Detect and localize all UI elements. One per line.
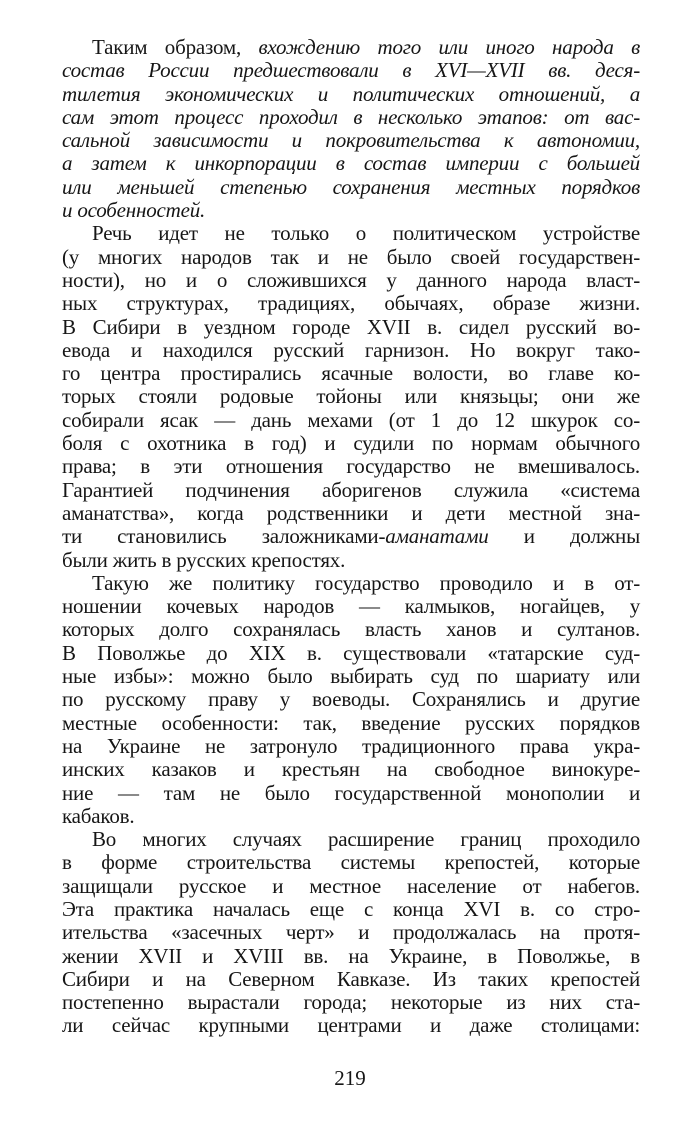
text-line xyxy=(62,549,640,572)
italic-run: а затем к инкорпорации в состав империи с большей xyxy=(62,151,640,176)
text-run: (у многих народов так и не было своей государствен- xyxy=(62,244,640,269)
text-line xyxy=(62,688,640,711)
text-line xyxy=(62,59,640,82)
body-text xyxy=(62,36,640,1038)
text-line xyxy=(62,828,640,851)
text-line xyxy=(62,782,640,805)
text-line xyxy=(62,735,640,758)
text-line xyxy=(62,246,640,269)
text-run: Таким образом, xyxy=(92,35,259,59)
text-run: ношении кочевых народов — калмыков, ногайцев, у xyxy=(62,594,640,619)
text-run: постепенно вырастали города; некоторые из них ста- xyxy=(62,990,640,1015)
text-run: аманатства», когда родственники и дети местной зна- xyxy=(62,500,640,525)
text-run: и должны xyxy=(488,524,640,549)
text-line xyxy=(62,269,640,292)
text-line xyxy=(62,36,640,59)
text-line xyxy=(62,83,640,106)
paragraph xyxy=(62,222,640,571)
text-run: ти становились заложниками- xyxy=(62,524,386,549)
text-run: ние — там не было государственной монополии и xyxy=(62,780,640,805)
text-line xyxy=(62,875,640,898)
text-run: инских казаков и крестьян на свободное винокуре- xyxy=(62,757,640,782)
text-run: в форме строительства системы крепостей, которые xyxy=(62,850,640,875)
text-line xyxy=(62,898,640,921)
text-run: торых стояли родовые тойоны или князьцы; они же xyxy=(62,384,640,409)
text-line xyxy=(62,1014,640,1037)
text-run: которых долго сохранялась власть ханов и султанов. xyxy=(62,617,640,642)
italic-run: сам этот процесс проходил в несколько этапов: от вас- xyxy=(62,104,640,129)
italic-run: состав России предшествовали в XVI—XVII вв. деся- xyxy=(62,58,640,83)
text-line xyxy=(62,665,640,688)
italic-run: сальной зависимости и покровительства к автономии, xyxy=(62,128,640,153)
text-line xyxy=(62,851,640,874)
text-line xyxy=(62,968,640,991)
text-line xyxy=(62,316,640,339)
text-run: кабаков. xyxy=(62,803,135,828)
text-line xyxy=(62,339,640,362)
paragraph xyxy=(62,36,640,222)
paragraph xyxy=(62,572,640,828)
text-line xyxy=(62,502,640,525)
italic-run: или меньшей степенью сохранения местных порядков xyxy=(62,174,640,199)
text-line xyxy=(62,432,640,455)
text-line xyxy=(62,805,640,828)
text-line xyxy=(62,642,640,665)
italic-run: аманатами xyxy=(385,524,489,549)
text-line xyxy=(62,991,640,1014)
text-run: собирали ясак — дань мехами (от 1 до 12 шкурок со- xyxy=(62,407,640,432)
text-run: защищали русское и местное население от набегов. xyxy=(62,873,640,898)
text-line xyxy=(62,176,640,199)
text-run: евода и находился русский гарнизон. Но вокруг тако- xyxy=(62,337,640,362)
text-line xyxy=(62,455,640,478)
text-line xyxy=(62,479,640,502)
text-run: ные избы»: можно было выбирать суд по шариату или xyxy=(62,664,640,689)
italic-run: тилетия экономических и политических отношений, а xyxy=(62,81,640,106)
text-run: права; в эти отношения государство не вмешивалось. xyxy=(62,454,640,479)
text-run: Речь идет не только о политическом устройстве xyxy=(92,221,640,246)
text-run: по русскому праву у воеводы. Сохранялись и другие xyxy=(62,687,640,712)
text-run: боля с охотника в год) и судили по нормам обычного xyxy=(62,431,640,456)
text-run: Во многих случаях расширение границ проходило xyxy=(92,827,640,852)
text-line xyxy=(62,595,640,618)
text-line xyxy=(62,385,640,408)
text-run: Сибири и на Северном Кавказе. Из таких крепостей xyxy=(62,966,640,991)
text-run: Такую же политику государство проводило и в от- xyxy=(92,570,640,595)
text-run: ли сейчас крупными центрами и даже столицами: xyxy=(62,1013,640,1038)
text-line xyxy=(62,409,640,432)
italic-run: и особенностей. xyxy=(62,198,206,223)
text-run: Гарантией подчинения аборигенов служила «система xyxy=(62,477,640,502)
text-line xyxy=(62,106,640,129)
text-run: местные особенности: так, введение русских порядков xyxy=(62,710,640,735)
text-line xyxy=(62,199,640,222)
text-line xyxy=(62,572,640,595)
text-line xyxy=(62,292,640,315)
text-line xyxy=(62,129,640,152)
text-line xyxy=(62,152,640,175)
text-line xyxy=(62,921,640,944)
italic-run: вхождению того или иного народа в xyxy=(258,35,640,59)
text-run: го центра простирались ясачные волости, во главе ко- xyxy=(62,361,640,386)
text-line xyxy=(62,222,640,245)
text-line xyxy=(62,758,640,781)
page-number: 219 xyxy=(334,1066,366,1090)
text-run: жении XVII и XVIII вв. на Украине, в Поволжье, в xyxy=(62,943,640,968)
text-line xyxy=(62,362,640,385)
text-line xyxy=(62,712,640,735)
text-run: ности), но и о сложившихся у данного народа власт- xyxy=(62,267,640,292)
text-run: ительства «засечных черт» и продолжалась на протя- xyxy=(62,920,640,945)
paragraph xyxy=(62,828,640,1038)
text-line xyxy=(62,618,640,641)
text-run: были жить в русских крепостях. xyxy=(62,547,346,572)
text-run: ных структурах, традициях, обычаях, образе жизни. xyxy=(62,291,640,316)
text-run: В Сибири в уездном городе XVII в. сидел русский во- xyxy=(62,314,640,339)
text-run: на Украине не затронуло традиционного права укра- xyxy=(62,733,640,758)
text-line xyxy=(62,945,640,968)
text-line xyxy=(62,525,640,548)
text-run: Эта практика началась еще с конца XVI в. со стро- xyxy=(62,896,640,921)
text-run: В Поволжье до XIX в. существовали «татарские суд- xyxy=(62,640,640,665)
